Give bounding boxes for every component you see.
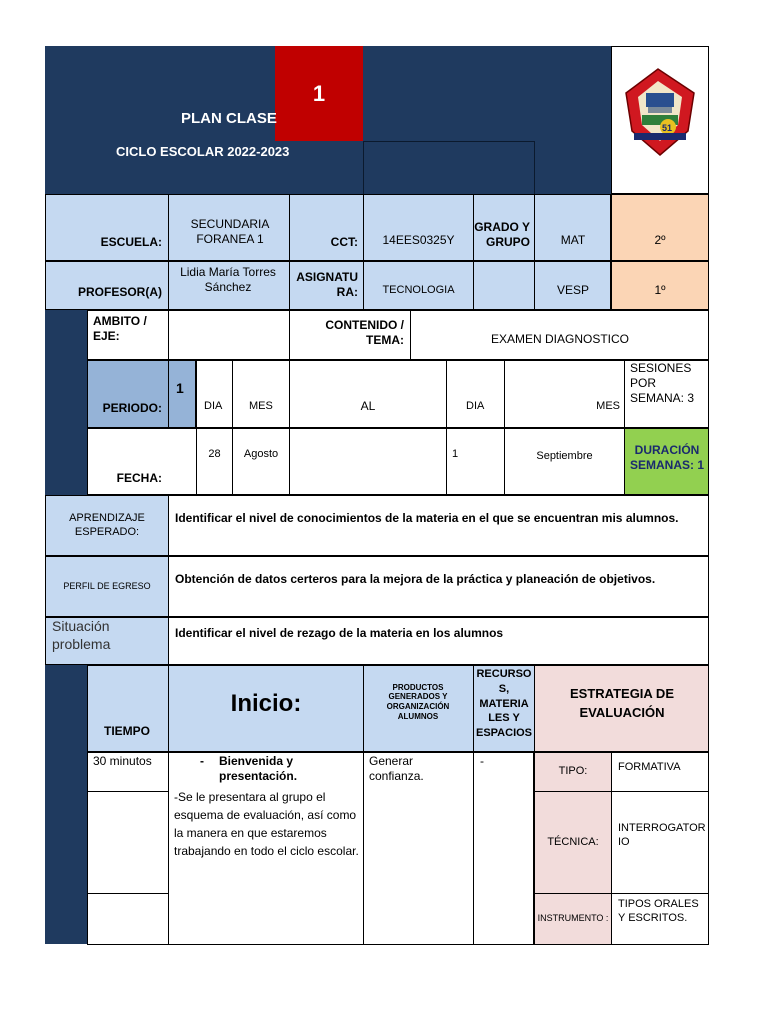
header-inner-box (363, 141, 535, 194)
perfil-label: PERFIL DE EGRESO (45, 556, 169, 617)
left-strip-bottom (45, 665, 87, 944)
logo-box (611, 46, 709, 194)
tiempo-header: TIEMPO (104, 724, 151, 738)
bullet-dash: - (200, 754, 204, 768)
svg-text:51: 51 (662, 123, 673, 133)
duracion-label: DURACIÓN SEMANAS: 1 (629, 443, 704, 472)
mes2-label: MES (596, 400, 620, 413)
escuela-value: SECUNDARIA FORANEA 1 (190, 217, 270, 246)
page-title: PLAN CLASE (181, 110, 277, 127)
grado-grupo-label: GRADO Y GRUPO (474, 220, 530, 249)
situacion-label: Situación problema (45, 617, 169, 665)
tecnica-label: TÉCNICA: (534, 791, 612, 894)
cycle-label: CICLO ESCOLAR 2022-2023 (116, 144, 290, 159)
productos-value: Generar confianza. (369, 754, 424, 783)
fecha-mes1: Agosto (243, 448, 279, 461)
left-strip-top (45, 310, 87, 495)
instrumento-value: TIPOS ORALES Y ESCRITOS. (611, 893, 709, 945)
situacion-value: Identificar el nivel de rezago de la materia en los alumnos (175, 626, 504, 640)
inicio-header: Inicio: (230, 690, 302, 717)
asignatura-value: TECNOLOGIA (382, 284, 455, 297)
sesiones-label: SESIONES POR SEMANA: 3 (630, 361, 695, 405)
grado-cell (611, 194, 709, 261)
dia2-label: DIA (466, 400, 485, 412)
cct-value: 14EES0325Y (382, 232, 455, 247)
contenido-value: EXAMEN DIAGNOSTICO (490, 331, 630, 346)
tipo-value: FORMATIVA (611, 752, 709, 792)
tecnica-value: INTERROGATOR IO (611, 791, 709, 894)
asignatura-label: ASIGNATU RA: (296, 270, 358, 299)
dia1-label: DIA (204, 400, 223, 412)
perfil-value: Obtención de datos certeros para la mejora de la práctica y planeación de objetivos. (175, 572, 656, 586)
fecha-mes2: Septiembre (536, 450, 593, 463)
productos-header: PRODUCTOS GENERADOS Y ORGANIZACIÓN ALUMNOS (386, 682, 450, 721)
profesor-label: PROFESOR(A) (78, 285, 162, 299)
grado-value: 2º (654, 232, 666, 247)
activity-text: -Se le presentara al grupo el esquema de evaluación, así como la manera en que estaremos trabajando en todo el ciclo escolar. (174, 790, 359, 858)
escuela-label: ESCUELA: (100, 235, 162, 249)
turno-mat: MAT (560, 232, 586, 247)
tipo-label: TIPO: (534, 752, 612, 792)
fecha-label: FECHA: (116, 471, 162, 485)
recursos-header: RECURSO S, MATERIA LES Y ESPACIOS (475, 667, 533, 740)
fecha-dia2: 1 (452, 448, 459, 460)
aprendizaje-label: APRENDIZAJE ESPERADO: (45, 495, 169, 556)
profesor-value: Lidia María Torres Sánchez (180, 265, 276, 294)
fecha-dia1: 28 (208, 448, 221, 461)
plan-number-box (275, 46, 363, 141)
grupo-value: 1º (654, 282, 666, 297)
tiempo-value: 30 minutos (93, 754, 152, 768)
al-label: AL (360, 398, 376, 413)
ambito-label: AMBITO / EJE: (93, 314, 147, 343)
plan-number: 1 (312, 80, 326, 106)
activity-title: Bienvenida y presentación. (219, 754, 298, 783)
estrategia-header-label: ESTRATEGIA DE EVALUACIÓN (569, 686, 674, 720)
recursos-value: - (480, 754, 484, 768)
cct-label: CCT: (330, 235, 358, 249)
periodo-value: 1 (176, 380, 184, 396)
instrumento-label: INSTRUMENTO : (534, 893, 612, 945)
contenido-label: CONTENIDO / TEMA: (325, 318, 404, 347)
aprendizaje-value: Identificar el nivel de conocimientos de la materia en el que se encuentran mis alumnos. (175, 511, 679, 525)
school-crest-logo (612, 47, 708, 193)
mes1-label: MES (249, 400, 273, 412)
turno-vesp: VESP (556, 282, 589, 297)
periodo-label: PERIODO: (102, 401, 162, 415)
